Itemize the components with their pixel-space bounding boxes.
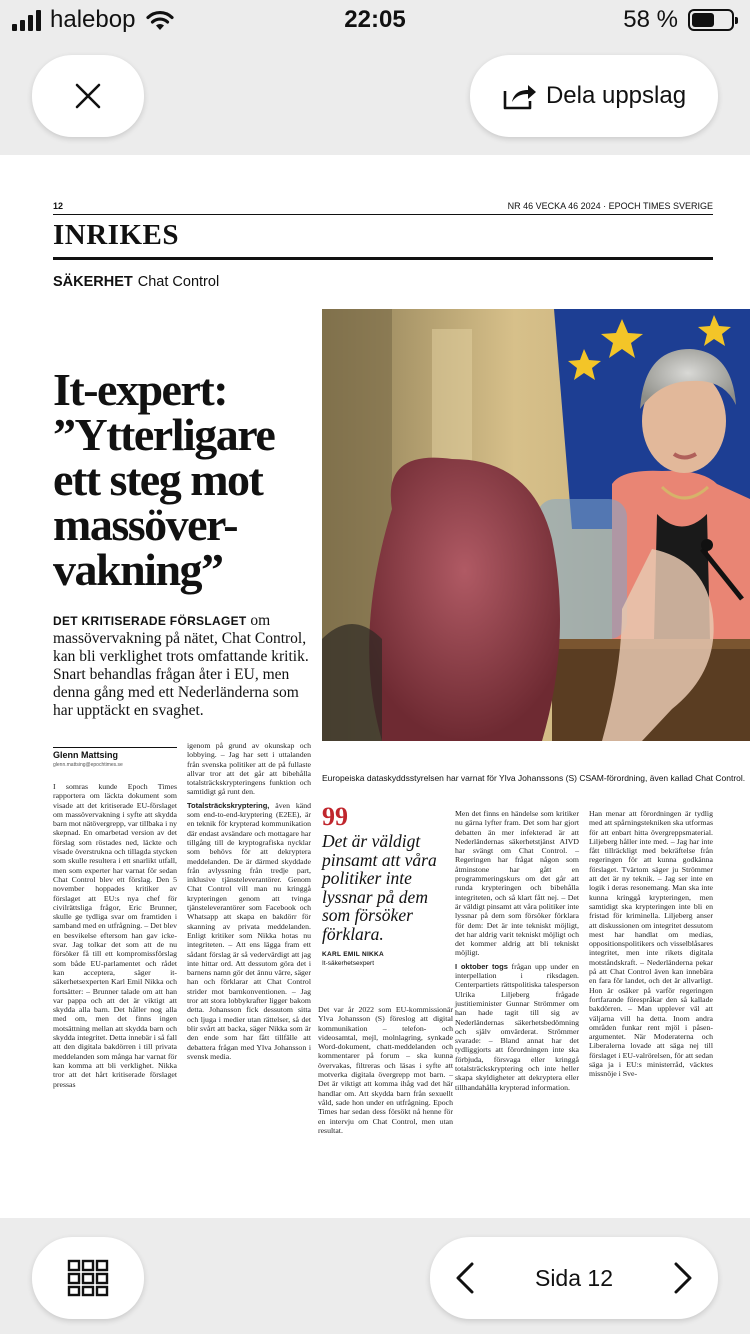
previous-page-button[interactable] [454, 1261, 476, 1295]
battery-percent: 58 % [623, 6, 678, 33]
running-head [53, 201, 713, 215]
photo-illustration [322, 309, 750, 741]
column-1-text: I somras kunde Epoch Times rapportera om läckta dokument som visade att det kritiserade EU-förslaget om massövervakning i syfte att skydda barn mot nätövergrepp, var tillbaka i ny skepnad. En omarbetad version av det förslag som röstades ned, läckte och visade överstrukna och tillagda stycken som skulle resultera i ett snarlikt utfall, men som experter har varnat för sedan Chat Control blev ett förslag. Den 5 november hoppades kritiker av förslaget att EU:s nya chef för civilrättsliga frågor, Eric Brunner, skulle ge tydliga svar om framtiden i samband med en utfrågning. – Det blev en besvikelse eftersom han gav icke-svar. Jag tolkar det som att de nu försöker få till ett kompromissförslag som både EU-parlamentet och rådet kan acceptera, säger it-säkerhetsexperten Karl Emil Nikka och fortsätter: – Brunner talade om att han var pappa och att det är viktigt att skydda alla barn. Det håller nog alla med om, men det finns ingen motsättning mellan att skydda barn och skydda integritet. Detta innebär i så fall att den digitala bakdörren i till privata meddelanden som många har varnat för kan komma att bli verklighet. Nikka tror att det hårt kritiserade förslaget pressas [53, 782, 177, 1089]
page-navigator [430, 1237, 718, 1319]
section-title: INRIKES [53, 219, 179, 251]
article-headline: It-expert: ”Ytterligare ett steg mot massöver-vakning” [53, 364, 275, 595]
battery-icon [688, 9, 734, 31]
article-photo [322, 309, 750, 741]
pull-quote-author: KARL EMIL NIKKA [322, 951, 385, 958]
quote-mark-icon: 99 [322, 802, 348, 831]
page-indicator: Sida 12 [534, 1264, 613, 1291]
article-column-4 [455, 809, 579, 1192]
page-grid-button[interactable] [32, 1237, 144, 1319]
kicker [53, 274, 219, 290]
byline [53, 747, 177, 768]
close-button[interactable] [32, 55, 144, 137]
photo-caption: Europeiska dataskyddsstyrelsen har varnat för Ylva Johanssons (S) CSAM-förordning, även kallad Chat Control. [322, 773, 746, 783]
byline-name: Glenn Mattsing [53, 750, 118, 760]
pull-quote [322, 802, 452, 967]
kicker-topic: Chat Control [137, 274, 220, 290]
status-right [623, 6, 734, 34]
article-column-3 [318, 1005, 453, 1192]
column-2-text-a: igenom på grund av okunskap och lobbying. – Jag har sett i uttalanden från svenska politiker att de på fullaste allvar tror att det går att bibehålla totalsträckskrypteringens funktion och samtidigt gå runt den. [187, 741, 311, 797]
share-spread-button[interactable] [470, 55, 718, 137]
article-column-2 [187, 741, 311, 1192]
share-label: Dela uppslag [545, 82, 687, 109]
column-4-text-b: frågan upp under en interpellation i riksdagen. Centerpartiets rättspolitiska talesperson Ulrika Liljeberg frågade justitieminister Gunnar Strömmer om han hade tagit till sig av Nederländernas säkerhetsbedömning och själv omvärderat. Strömmer svarade: – Bland annat har det tydliggjorts att förordningen inte ska förbjuda, försvaga eller kringgå totalsträckskryptering och inte heller skapa skyldigheter att dekryptera eller tillhandahålla krypterad information. [455, 961, 580, 1092]
issue-info: NR 46 VECKA 46 2024 · EPOCH TIMES SVERIGE [507, 201, 713, 211]
carrier-name: halebop [50, 6, 136, 33]
section-rule [53, 257, 713, 260]
deck-lead: DET KRITISERADE FÖRSLAGET [53, 614, 247, 628]
newspaper-page[interactable] [0, 155, 750, 1218]
column-4-text-a: Men det finns en händelse som kritiker nu gärna lyfter fram. Det som har gjort debatten än mer infekterad är att Nederländernas säkerhetstjänst AIVD har svängt om Chat Control. – Regeringen har frågat någon som åtminstone har gått en programmeringskurs om det går att runda krypteringen och bibehålla integriteten, och så klart fått nej. – Det är väldigt pinsamt att våra politiker inte lyssnar på dem som försöker förklara för dem: Det är inte tekniskt möjligt, det har aldrig varit tekniskt möjligt och det kommer aldrig att bli tekniskt möjligt. [455, 809, 579, 958]
status-bar [0, 0, 750, 40]
pull-quote-role: It-säkerhetsexpert [322, 960, 375, 967]
grid-icon [67, 1259, 109, 1297]
pull-quote-text: Det är väldigt pinsamt att våra politiker inte lyssnar på dem som försöker förklara. [322, 831, 437, 944]
share-icon [502, 81, 538, 111]
article-column-1 [53, 782, 177, 1192]
kicker-label: SÄKERHET [53, 274, 133, 290]
article-deck [53, 612, 315, 720]
column-4-subhead: I oktober togs [455, 961, 508, 971]
byline-email: glenn.mattsing@epochtimes.se [53, 762, 123, 768]
column-3-text: Det var år 2022 som EU-kommissionär Ylva Johansson (S) föreslog att digital kommunikation – telefon- och videosamtal, mejl, molnlagring, synkade Word-dokument, chatt-meddelanden och kommentarer på forum – ska kunna övervakas, filtreras och läsas i syfte att motverka digitala övergrepp mot barn. – Det är viktigt att komma ihåg vad det här handlar om. Att skydda barn från sexuellt våld, sade hon under en utfrågning. Epoch Times har sedan dess försökt nå henne för en intervju om Chat Control, men utan resultat. [318, 1005, 453, 1135]
column-2-subhead: Totalsträckskryptering, [187, 800, 270, 810]
deck-text: om massövervakning på nätet, Chat Control, kan bli verklighet trots omfattande kritik. Snart behandlas frågan åter i EU, men denna gång med ett Nederländerna som har upptäckt en svaghet. [53, 612, 309, 719]
article-column-5 [589, 809, 713, 1192]
column-5-text: Han menar att förordningen är tydlig med att spårningstekniken ska utformas för att enbart hitta övergreppsmaterial. Liljeberg håller inte med. – Jag har inte fått tillräckligt med bekräftelse från regeringen för att kunna godkänna förslaget. Tvärtom säger ju Strömmer att det är ny teknik. – Jag ser inte en logik i deras resonemang. Man ska inte kunna kringgå krypteringen, men samtidigt ska krypteringen inte bli en fristad för kriminella. Liljeberg anser att diskussionen om integritet dessutom mest har handlat om medias, oppositionspolitikers och visselblåsares integritet, men inte rikets digitala motståndskraft. – Nederländerna pekar på att Chat Control även kan innebära en fara för landet, och det är allvarligt. Hon är osäker på varför regeringen fortfarande förespråkar den så kallade bakdörren. – Man upplever väl att väljarna vill ha detta. Inom andra områden funkar rent mjöl i påsen-argumentet. När Moderaterna och Liberalerna lovade att säga nej till förslaget i EU-valrörelsen, för att sedan säga ja i EU:s ministerråd, väcktes missnöje i Sve- [589, 809, 713, 1079]
close-icon [75, 83, 101, 109]
next-page-button[interactable] [672, 1261, 694, 1295]
clock: 22:05 [344, 6, 406, 33]
column-2-text-b: även känd som end-to-end-kryptering (E2EE), är en teknik för krypterad kommunikation där endast avsändare och mottagare har tillgång till de kryptografiska nycklar som behövs för att dekryptera meddelanden. De är därmed skyddade från avlyssning från tredje part, inklusive tjänsteleverantörer. Genom Chat Control vill man nu kringgå krypteringen genom att tvinga tjänsteleverantörer som Facebook och Whatsapp att skapa en bakdörr för skanning av privata meddelanden. Enligt kritiker som Nikka hotas nu integriteten. – Att ens lägga fram ett sådant förslag är så vedervärdigt att jag inte hittar ord. Att dessutom göra det i barnens namn gör det ännu värre, säger han och förklarar att Chat Control strider mot barnkonventionen. – Jag tror att stora lobbykrafter ligger bakom detta. Johansson fick dessutom sitta och ljuga i medier utan rättelser, så det blir svårt att backa, säger Nikka som är den ende som har fått tillfälle att debattera frågan med Ylva Johansson i svensk media. [187, 800, 312, 1061]
page-number: 12 [53, 201, 64, 211]
